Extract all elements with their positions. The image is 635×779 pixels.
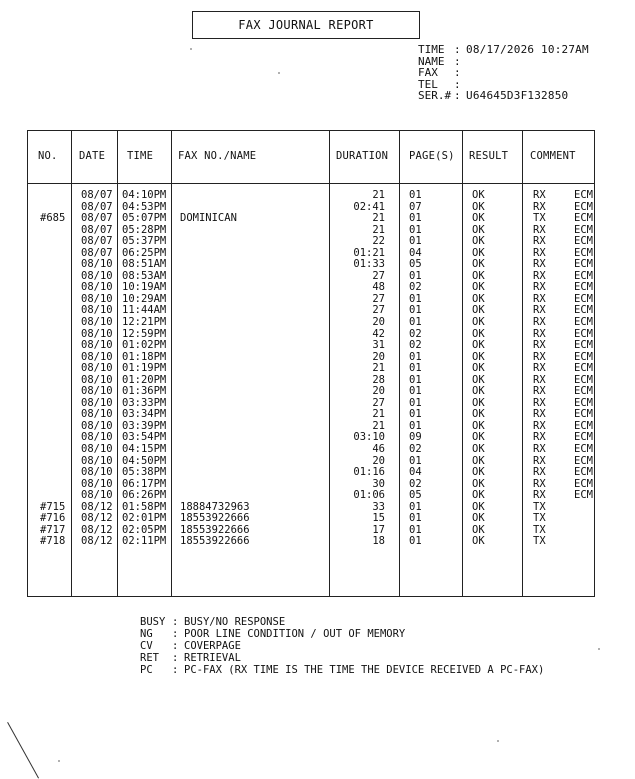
legend-row: [140, 664, 544, 676]
header-time: TIME: [127, 150, 154, 162]
row-date: 08/12: [81, 523, 113, 536]
row-comment: TX: [533, 535, 546, 548]
table-row: [27, 340, 595, 352]
meta-row: [418, 56, 589, 68]
row-fax-name: 18553922666: [180, 535, 250, 548]
row-pages: 01: [409, 523, 422, 536]
row-date: 08/10: [81, 339, 113, 352]
row-date: 08/10: [81, 431, 113, 444]
row-pages: 09: [409, 431, 422, 444]
row-pages: 01: [409, 396, 422, 409]
row-time: 06:26PM: [122, 489, 167, 502]
row-duration: 46: [372, 443, 385, 456]
row-time: 10:29AM: [122, 292, 167, 305]
row-duration: 28: [372, 373, 385, 386]
row-time: 04:53PM: [122, 200, 167, 213]
row-ecm: ECM: [574, 339, 593, 352]
row-date: 08/10: [81, 489, 113, 502]
header-date: DATE: [79, 150, 106, 162]
row-fax-name: 18884732963: [180, 500, 250, 513]
row-pages: 01: [409, 535, 422, 548]
report-title-box: [192, 11, 420, 39]
row-result: OK: [472, 431, 485, 444]
row-comment: RX: [533, 431, 546, 444]
row-result: OK: [472, 339, 485, 352]
row-duration: 17: [372, 523, 385, 536]
row-time: 01:20PM: [122, 373, 167, 386]
row-result: OK: [472, 512, 485, 525]
legend-colon: :: [172, 664, 179, 676]
row-comment: RX: [533, 200, 546, 213]
row-ecm: ECM: [574, 235, 593, 248]
row-comment: RX: [533, 246, 546, 259]
row-result: OK: [472, 500, 485, 513]
legend-text: POOR LINE CONDITION / OUT OF MEMORY: [184, 628, 406, 640]
row-result: OK: [472, 408, 485, 421]
row-time: 06:17PM: [122, 477, 167, 490]
row-comment: TX: [533, 500, 546, 513]
row-date: 08/10: [81, 396, 113, 409]
row-date: 08/10: [81, 454, 113, 467]
row-time: 11:44AM: [122, 304, 167, 317]
row-result: OK: [472, 419, 485, 432]
row-time: 02:05PM: [122, 523, 167, 536]
row-date: 08/10: [81, 373, 113, 386]
row-pages: 01: [409, 304, 422, 317]
row-pages: 05: [409, 489, 422, 502]
row-ecm: ECM: [574, 489, 593, 502]
row-duration: 02:41: [353, 200, 385, 213]
row-duration: 20: [372, 385, 385, 398]
row-result: OK: [472, 443, 485, 456]
row-time: 05:37PM: [122, 235, 167, 248]
row-time: 01:02PM: [122, 339, 167, 352]
row-date: 08/10: [81, 281, 113, 294]
row-ecm: ECM: [574, 443, 593, 456]
row-pages: 02: [409, 339, 422, 352]
row-comment: RX: [533, 454, 546, 467]
row-time: 03:54PM: [122, 431, 167, 444]
table-row: [27, 536, 595, 548]
row-date: 08/10: [81, 466, 113, 479]
row-date: 08/10: [81, 477, 113, 490]
row-date: 08/10: [81, 269, 113, 282]
row-comment: RX: [533, 350, 546, 363]
meta-colon: :: [454, 54, 461, 68]
row-time: 01:18PM: [122, 350, 167, 363]
row-ecm: ECM: [574, 212, 593, 225]
row-ecm: ECM: [574, 223, 593, 236]
row-result: OK: [472, 281, 485, 294]
row-time: 08:53AM: [122, 269, 167, 282]
row-date: 08/10: [81, 419, 113, 432]
row-comment: RX: [533, 327, 546, 340]
row-duration: 27: [372, 304, 385, 317]
legend-code: CV: [140, 640, 153, 652]
row-time: 02:11PM: [122, 535, 167, 548]
row-time: 12:59PM: [122, 327, 167, 340]
row-pages: 01: [409, 454, 422, 467]
legend-text: RETRIEVAL: [184, 652, 241, 664]
row-duration: 21: [372, 419, 385, 432]
row-date: 08/07: [81, 235, 113, 248]
row-result: OK: [472, 246, 485, 259]
row-duration: 27: [372, 396, 385, 409]
legend-colon: :: [172, 652, 179, 664]
row-time: 04:15PM: [122, 443, 167, 456]
row-comment: RX: [533, 362, 546, 375]
meta-label: SER.#: [418, 89, 452, 102]
row-pages: 02: [409, 477, 422, 490]
row-result: OK: [472, 292, 485, 305]
legend-text: COVERPAGE: [184, 640, 241, 652]
row-ecm: ECM: [574, 373, 593, 386]
row-duration: 15: [372, 512, 385, 525]
row-duration: 42: [372, 327, 385, 340]
row-time: 04:10PM: [122, 189, 167, 201]
row-comment: RX: [533, 316, 546, 329]
row-duration: 01:21: [353, 246, 385, 259]
row-pages: 02: [409, 281, 422, 294]
header-result: RESULT: [469, 150, 509, 162]
row-pages: 07: [409, 200, 422, 213]
legend-text: BUSY/NO RESPONSE: [184, 616, 286, 628]
legend-code: BUSY: [140, 616, 166, 628]
row-result: OK: [472, 385, 485, 398]
table-header-divider: [27, 183, 595, 184]
legend-code: NG: [140, 628, 153, 640]
row-ecm: ECM: [574, 281, 593, 294]
table-row: [27, 444, 595, 456]
row-comment: RX: [533, 373, 546, 386]
row-comment: RX: [533, 477, 546, 490]
row-number: #718: [40, 535, 66, 548]
row-ecm: ECM: [574, 385, 593, 398]
row-ecm: ECM: [574, 292, 593, 305]
row-result: OK: [472, 258, 485, 271]
row-pages: 01: [409, 408, 422, 421]
row-time: 03:34PM: [122, 408, 167, 421]
row-result: OK: [472, 454, 485, 467]
table-row: [27, 213, 595, 225]
row-date: 08/12: [81, 512, 113, 525]
row-pages: 01: [409, 362, 422, 375]
row-time: 01:36PM: [122, 385, 167, 398]
legend-row: [140, 616, 544, 628]
row-date: 08/10: [81, 350, 113, 363]
row-pages: 01: [409, 316, 422, 329]
row-pages: 04: [409, 246, 422, 259]
row-duration: 01:16: [353, 466, 385, 479]
row-date: 08/12: [81, 500, 113, 513]
row-pages: 01: [409, 419, 422, 432]
row-ecm: ECM: [574, 304, 593, 317]
row-comment: RX: [533, 223, 546, 236]
row-result: OK: [472, 350, 485, 363]
scan-speck: [58, 760, 60, 762]
meta-label: TEL: [418, 77, 438, 91]
row-duration: 27: [372, 269, 385, 282]
row-ecm: ECM: [574, 477, 593, 490]
row-duration: 21: [372, 408, 385, 421]
row-time: 04:50PM: [122, 454, 167, 467]
scan-speck: [278, 72, 280, 74]
header-fax-name: FAX NO./NAME: [178, 150, 257, 162]
scan-speck: [598, 648, 600, 650]
row-date: 08/10: [81, 292, 113, 305]
row-comment: TX: [533, 523, 546, 536]
header-duration: DURATION: [336, 150, 389, 162]
row-duration: 30: [372, 477, 385, 490]
row-time: 12:21PM: [122, 316, 167, 329]
row-ecm: ECM: [574, 258, 593, 271]
row-pages: 01: [409, 223, 422, 236]
row-pages: 01: [409, 385, 422, 398]
row-time: 05:07PM: [122, 212, 167, 225]
row-duration: 21: [372, 223, 385, 236]
row-comment: RX: [533, 304, 546, 317]
meta-value: 08/17/2026 10:27AM: [466, 43, 589, 56]
row-time: 08:51AM: [122, 258, 167, 271]
row-result: OK: [472, 200, 485, 213]
meta-colon: :: [454, 43, 461, 56]
row-result: OK: [472, 189, 485, 201]
table-row: [27, 190, 595, 202]
row-duration: 27: [372, 292, 385, 305]
row-duration: 21: [372, 189, 385, 201]
row-comment: TX: [533, 512, 546, 525]
row-comment: RX: [533, 292, 546, 305]
row-number: #717: [40, 523, 66, 536]
row-date: 08/10: [81, 327, 113, 340]
row-ecm: ECM: [574, 454, 593, 467]
legend-row: [140, 640, 544, 652]
scan-speck: [497, 740, 499, 742]
row-time: 10:19AM: [122, 281, 167, 294]
row-result: OK: [472, 327, 485, 340]
row-duration: 22: [372, 235, 385, 248]
row-pages: 02: [409, 443, 422, 456]
legend-code: RET: [140, 652, 159, 664]
row-result: OK: [472, 304, 485, 317]
row-result: OK: [472, 489, 485, 502]
meta-row: [418, 44, 589, 56]
row-ecm: ECM: [574, 396, 593, 409]
meta-row: [418, 90, 589, 102]
row-result: OK: [472, 212, 485, 225]
row-result: OK: [472, 235, 485, 248]
row-comment: RX: [533, 258, 546, 271]
row-ecm: ECM: [574, 350, 593, 363]
row-pages: 01: [409, 512, 422, 525]
row-duration: 48: [372, 281, 385, 294]
row-date: 08/07: [81, 200, 113, 213]
row-number: #715: [40, 500, 66, 513]
meta-label: TIME: [418, 43, 445, 56]
row-ecm: ECM: [574, 316, 593, 329]
row-duration: 20: [372, 316, 385, 329]
row-ecm: ECM: [574, 327, 593, 340]
row-comment: RX: [533, 269, 546, 282]
table-row: [27, 236, 595, 248]
legend-text: PC-FAX (RX TIME IS THE TIME THE DEVICE RECEIVED A PC-FAX): [184, 664, 545, 676]
row-pages: 01: [409, 189, 422, 201]
row-time: 05:28PM: [122, 223, 167, 236]
row-time: 01:19PM: [122, 362, 167, 375]
row-pages: 02: [409, 327, 422, 340]
meta-label: FAX: [418, 66, 438, 79]
header-pages: PAGE(S): [409, 150, 455, 162]
row-date: 08/10: [81, 362, 113, 375]
row-pages: 01: [409, 373, 422, 386]
legend-code: PC: [140, 664, 153, 676]
row-pages: 01: [409, 212, 422, 225]
row-pages: 01: [409, 292, 422, 305]
header-comment: COMMENT: [530, 150, 576, 162]
row-time: 02:01PM: [122, 512, 167, 525]
row-fax-name: 18553922666: [180, 512, 250, 525]
legend-colon: :: [172, 628, 179, 640]
row-result: OK: [472, 362, 485, 375]
row-duration: 21: [372, 212, 385, 225]
row-comment: RX: [533, 443, 546, 456]
row-time: 03:33PM: [122, 396, 167, 409]
row-result: OK: [472, 396, 485, 409]
journal-rows: [27, 190, 595, 548]
row-duration: 03:10: [353, 431, 385, 444]
row-pages: 01: [409, 350, 422, 363]
row-number: #685: [40, 212, 66, 225]
row-date: 08/10: [81, 304, 113, 317]
row-result: OK: [472, 269, 485, 282]
header-no: NO.: [38, 150, 58, 162]
meta-value: U64645D3F132850: [466, 89, 569, 102]
row-ecm: ECM: [574, 362, 593, 375]
meta-colon: :: [454, 77, 461, 91]
report-title: FAX JOURNAL REPORT: [238, 18, 374, 32]
report-meta: [418, 44, 589, 102]
row-duration: 01:06: [353, 489, 385, 502]
row-comment: RX: [533, 281, 546, 294]
row-time: 06:25PM: [122, 246, 167, 259]
row-result: OK: [472, 523, 485, 536]
row-number: #716: [40, 512, 66, 525]
row-result: OK: [472, 466, 485, 479]
row-ecm: ECM: [574, 408, 593, 421]
row-result: OK: [472, 316, 485, 329]
row-pages: 01: [409, 269, 422, 282]
row-date: 08/10: [81, 316, 113, 329]
row-pages: 05: [409, 258, 422, 271]
row-ecm: ECM: [574, 200, 593, 213]
row-duration: 31: [372, 339, 385, 352]
row-comment: RX: [533, 408, 546, 421]
row-pages: 04: [409, 466, 422, 479]
meta-label: NAME: [418, 54, 445, 68]
row-fax-name: 18553922666: [180, 523, 250, 536]
row-ecm: ECM: [574, 466, 593, 479]
row-time: 05:38PM: [122, 466, 167, 479]
scan-artifact: [7, 722, 39, 779]
row-date: 08/07: [81, 212, 113, 225]
row-date: 08/07: [81, 189, 113, 201]
legend-colon: :: [172, 616, 179, 628]
row-date: 08/12: [81, 535, 113, 548]
row-fax-name: DOMINICAN: [180, 212, 237, 225]
row-comment: RX: [533, 385, 546, 398]
legend-row: [140, 652, 544, 664]
row-comment: RX: [533, 235, 546, 248]
row-date: 08/10: [81, 258, 113, 271]
scan-speck: [190, 48, 192, 50]
row-duration: 33: [372, 500, 385, 513]
row-comment: TX: [533, 212, 546, 225]
table-row: [27, 467, 595, 479]
table-row: [27, 317, 595, 329]
row-ecm: ECM: [574, 189, 593, 201]
row-result: OK: [472, 535, 485, 548]
meta-row: [418, 67, 589, 79]
row-result: OK: [472, 373, 485, 386]
row-ecm: ECM: [574, 269, 593, 282]
row-duration: 01:33: [353, 258, 385, 271]
row-comment: RX: [533, 189, 546, 201]
row-date: 08/07: [81, 246, 113, 259]
meta-colon: :: [454, 66, 461, 79]
row-ecm: ECM: [574, 419, 593, 432]
row-comment: RX: [533, 339, 546, 352]
row-result: OK: [472, 477, 485, 490]
row-duration: 20: [372, 350, 385, 363]
row-pages: 01: [409, 500, 422, 513]
row-comment: RX: [533, 396, 546, 409]
meta-colon: :: [454, 89, 461, 102]
row-ecm: ECM: [574, 431, 593, 444]
row-time: 03:39PM: [122, 419, 167, 432]
row-time: 01:58PM: [122, 500, 167, 513]
row-ecm: ECM: [574, 246, 593, 259]
row-date: 08/10: [81, 443, 113, 456]
row-comment: RX: [533, 466, 546, 479]
row-duration: 21: [372, 362, 385, 375]
row-comment: RX: [533, 489, 546, 502]
row-date: 08/10: [81, 408, 113, 421]
row-duration: 20: [372, 454, 385, 467]
row-result: OK: [472, 223, 485, 236]
legend-row: [140, 628, 544, 640]
row-pages: 01: [409, 235, 422, 248]
legend: [140, 616, 544, 676]
row-comment: RX: [533, 419, 546, 432]
row-date: 08/10: [81, 385, 113, 398]
row-duration: 18: [372, 535, 385, 548]
legend-colon: :: [172, 640, 179, 652]
row-date: 08/07: [81, 223, 113, 236]
